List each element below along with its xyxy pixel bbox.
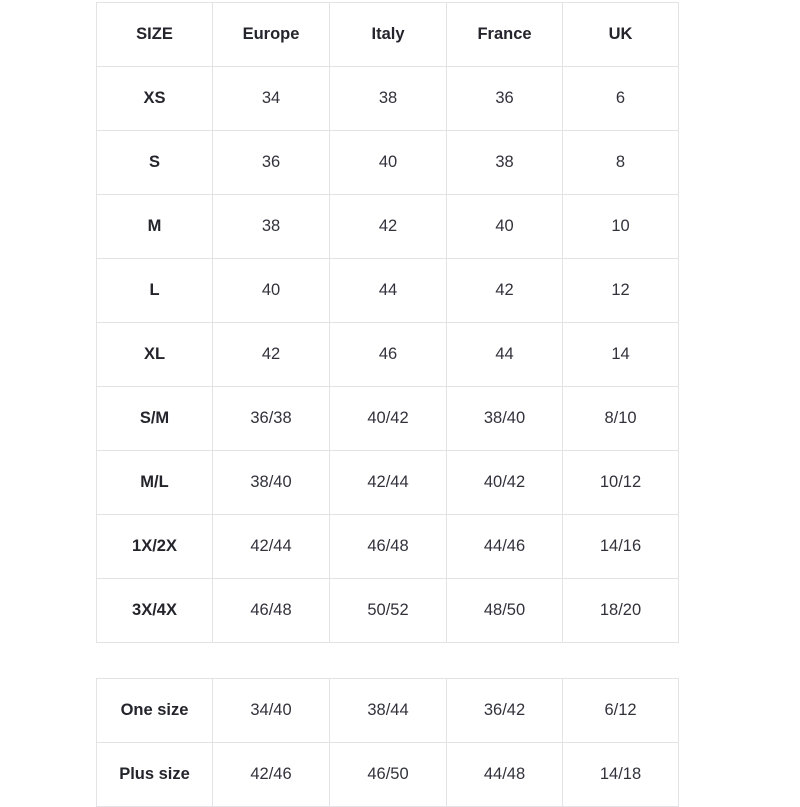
cell-uk: 10 (563, 195, 679, 259)
cell-france: 42 (447, 259, 563, 323)
cell-europe: 42/44 (213, 515, 330, 579)
cell-italy: 46 (330, 323, 447, 387)
column-header-france: France (447, 3, 563, 67)
table-row (97, 743, 679, 807)
table-header-row (97, 3, 679, 67)
cell-europe: 36/38 (213, 387, 330, 451)
cell-europe: 46/48 (213, 579, 330, 643)
cell-france: 36 (447, 67, 563, 131)
table-row (97, 195, 679, 259)
row-label: 3X/4X (97, 579, 213, 643)
cell-italy: 42/44 (330, 451, 447, 515)
cell-europe: 38/40 (213, 451, 330, 515)
table-divider-space (96, 643, 678, 678)
tables-container (96, 2, 678, 807)
table-row (97, 67, 679, 131)
table-row (97, 323, 679, 387)
cell-france: 36/42 (447, 679, 563, 743)
table-row (97, 579, 679, 643)
row-label: 1X/2X (97, 515, 213, 579)
cell-france: 44/48 (447, 743, 563, 807)
table-header (97, 3, 679, 67)
row-label: S (97, 131, 213, 195)
row-label: L (97, 259, 213, 323)
cell-europe: 42/46 (213, 743, 330, 807)
cell-europe: 38 (213, 195, 330, 259)
table-row (97, 259, 679, 323)
row-label: XS (97, 67, 213, 131)
cell-france: 38 (447, 131, 563, 195)
one-size-table (96, 678, 679, 807)
row-label: S/M (97, 387, 213, 451)
cell-europe: 34/40 (213, 679, 330, 743)
cell-europe: 34 (213, 67, 330, 131)
table-row (97, 515, 679, 579)
cell-europe: 36 (213, 131, 330, 195)
row-label: M/L (97, 451, 213, 515)
cell-italy: 42 (330, 195, 447, 259)
row-label: One size (97, 679, 213, 743)
row-label: XL (97, 323, 213, 387)
cell-italy: 46/50 (330, 743, 447, 807)
cell-uk: 14/16 (563, 515, 679, 579)
cell-uk: 6/12 (563, 679, 679, 743)
cell-uk: 12 (563, 259, 679, 323)
cell-uk: 18/20 (563, 579, 679, 643)
cell-uk: 8/10 (563, 387, 679, 451)
row-label: M (97, 195, 213, 259)
cell-france: 48/50 (447, 579, 563, 643)
cell-italy: 38/44 (330, 679, 447, 743)
cell-italy: 40 (330, 131, 447, 195)
table-row (97, 131, 679, 195)
cell-uk: 8 (563, 131, 679, 195)
column-header-uk: UK (563, 3, 679, 67)
cell-europe: 42 (213, 323, 330, 387)
table-body (97, 67, 679, 643)
cell-france: 44 (447, 323, 563, 387)
cell-italy: 40/42 (330, 387, 447, 451)
cell-italy: 44 (330, 259, 447, 323)
cell-italy: 46/48 (330, 515, 447, 579)
cell-europe: 40 (213, 259, 330, 323)
cell-uk: 14/18 (563, 743, 679, 807)
size-conversion-table (96, 2, 679, 643)
column-header-size: SIZE (97, 3, 213, 67)
table-row (97, 387, 679, 451)
cell-italy: 50/52 (330, 579, 447, 643)
row-label: Plus size (97, 743, 213, 807)
cell-uk: 6 (563, 67, 679, 131)
cell-france: 38/40 (447, 387, 563, 451)
table-row (97, 679, 679, 743)
cell-france: 40/42 (447, 451, 563, 515)
table-row (97, 451, 679, 515)
cell-france: 44/46 (447, 515, 563, 579)
cell-italy: 38 (330, 67, 447, 131)
cell-uk: 10/12 (563, 451, 679, 515)
cell-uk: 14 (563, 323, 679, 387)
cell-france: 40 (447, 195, 563, 259)
column-header-italy: Italy (330, 3, 447, 67)
column-header-europe: Europe (213, 3, 330, 67)
one-size-table-body (97, 679, 679, 807)
